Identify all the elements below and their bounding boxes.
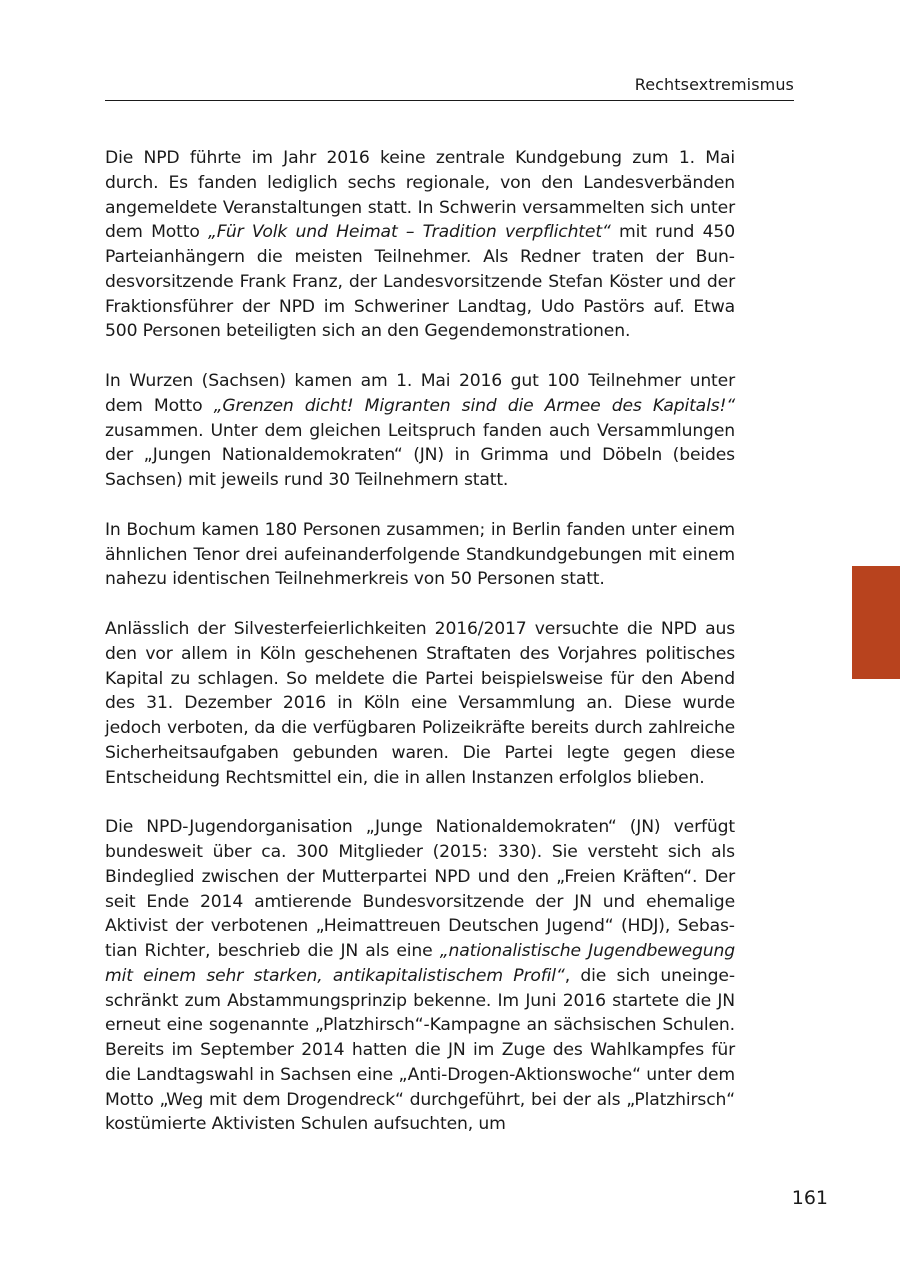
paragraph-1 — [105, 146, 735, 344]
paragraph-2 — [105, 369, 735, 493]
paragraph-5 — [105, 815, 735, 1137]
running-head — [105, 74, 794, 101]
paragraph-2-motto: „Grenzen dicht! Migranten sind die Armee des Kapitals!“ — [213, 395, 735, 416]
paragraph-2-text-a: In Wurzen (Sachsen) kamen am 1. Mai 2016 gut 100 Teilnehmer unter dem Motto — [105, 371, 735, 416]
paragraph-4 — [105, 617, 735, 790]
page-number: 161 — [791, 1187, 828, 1209]
paragraph-5-text-a: Die NPD-Jugendorganisation „Junge Nationaldemokraten“ (JN) verfügt bundesweit über ca. 300 Mitglieder (2015: 330). Sie versteht sich als Bindeglied zwischen der Mutterpartei NPD und den „Freien Kräften“. Der seit Ende 2014 amtierende Bundesvorsitzende der JN und ehemalige Aktivist der verbotenen „Heimattreuen Deutschen Jugend“ (HDJ), Sebastian Richter, beschrieb die JN als eine — [105, 817, 735, 961]
chapter-thumb-tab — [852, 566, 900, 679]
paragraph-5-quote: „nationalistische Jugendbewegung mit einem sehr starken, antikapitalistischem Profil“ — [105, 941, 735, 986]
paragraph-3-text: In Bochum kamen 180 Personen zusammen; in Berlin fanden unter einem ähnlichen Tenor drei aufeinanderfolgende Standkundgebungen mit einem nahezu identischen Teilnehmerkreis von 50 Personen statt. — [105, 519, 735, 590]
body-text — [105, 146, 735, 1162]
paragraph-3 — [105, 518, 735, 592]
running-head-title: Rechtsextremismus — [634, 75, 794, 94]
paragraph-1-motto: „Für Volk und Heimat – Tradition verpflichtet“ — [208, 222, 611, 243]
paragraph-1-text-a: Die NPD führte im Jahr 2016 keine zentrale Kundgebung zum 1. Mai durch. Es fanden lediglich sechs regionale, von den Landesverbänden angemeldete Veranstaltungen statt. In Schwerin versammelten sich unter dem Motto — [105, 148, 735, 243]
paragraph-5-text-b: , die sich uneingeschränkt zum Abstammungsprinzip bekenne. Im Juni 2016 startete die JN erneut eine sogenannte „Platzhirsch“-Kampagne an sächsischen Schulen. Bereits im September 2014 hatten die JN im Zuge des Wahlkampfes für die Landtagswahl in Sachsen eine „Anti-Drogen-Aktionswoche“ unter dem Motto „Weg mit dem Drogendreck“ durchgeführt, bei der als „Platzhirsch“ kostümierte Aktivisten Schulen aufsuchten, um — [105, 965, 736, 1135]
paragraph-1-text-b: mit rund 450 Parteianhängern die meisten Teilnehmer. Als Redner traten der Bundesvorsitzende Frank Franz, der Landesvorsitzende Stefan Köster und der Fraktionsführer der NPD im Schweriner Landtag, Udo Pastörs auf. Etwa 500 Personen beteiligten sich an den Gegendemonstrationen. — [105, 222, 735, 342]
paragraph-4-text: Anlässlich der Silvesterfeierlichkeiten 2016/2017 versuchte die NPD aus den vor allem in Köln geschehenen Straftaten des Vorjahres politisches Kapital zu schlagen. So meldete die Partei beispielsweise für den Abend des 31. Dezember 2016 in Köln eine Versammlung an. Diese wurde jedoch verboten, da die verfügbaren Polizeikräfte bereits durch zahlreiche Sicherheitsaufgaben gebunden waren. Die Partei legte gegen diese Entscheidung Rechtsmittel ein, die in allen Instanzen erfolglos blieben. — [105, 619, 735, 788]
paragraph-2-text-b: zusammen. Unter dem gleichen Leitspruch fanden auch Versammlungen der „Jungen Nationaldemokraten“ (JN) in Grimma und Döbeln (beides Sachsen) mit jeweils rund 30 Teilnehmern statt. — [105, 420, 735, 490]
